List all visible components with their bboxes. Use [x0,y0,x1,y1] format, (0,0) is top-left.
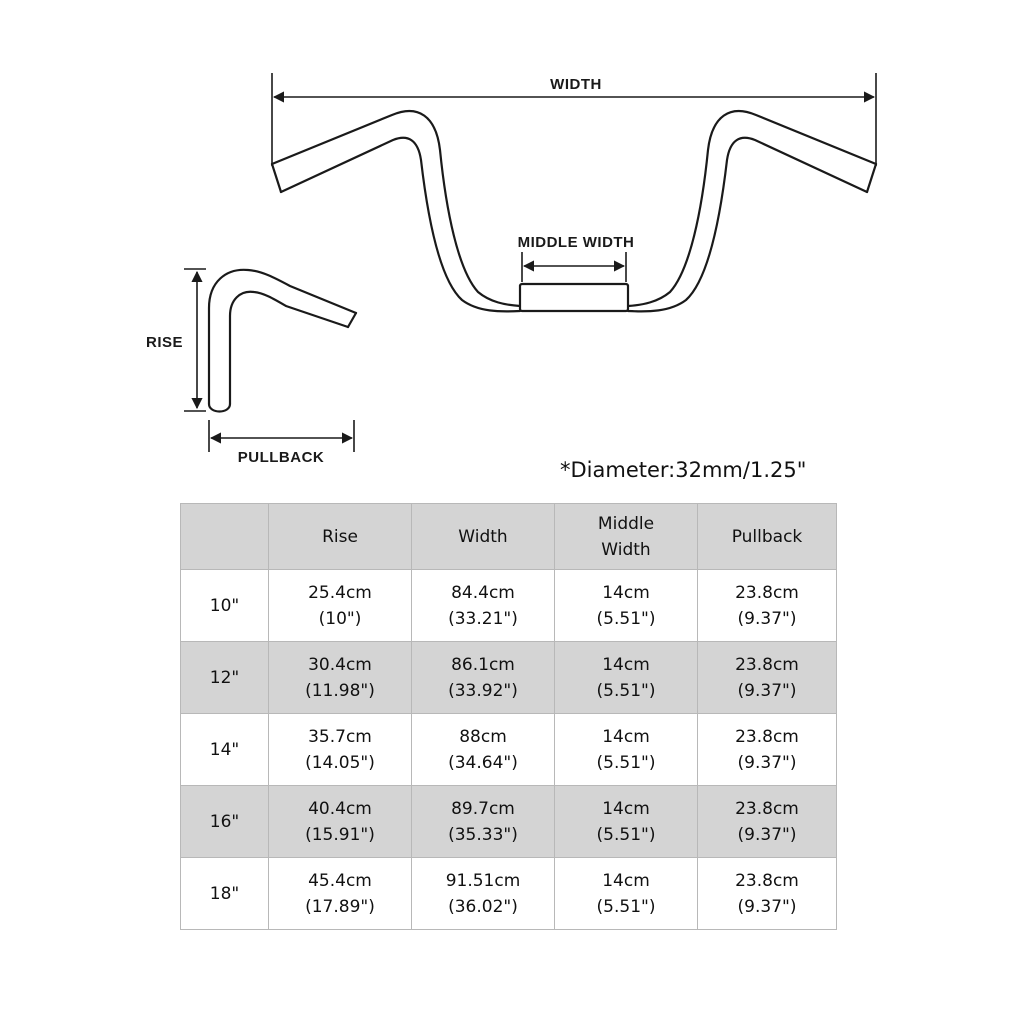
handlebar-side-inner-outline [230,292,348,404]
width-cell: 84.4cm (33.21") [412,570,555,642]
header-middle-width: Middle Width [555,504,698,570]
handlebar-front-outer-outline [272,111,520,306]
pullback-cell: 23.8cm (9.37") [698,714,837,786]
table-row [181,642,837,714]
middle-width-cell: 14cm (5.51") [555,570,698,642]
width-label: WIDTH [550,76,602,93]
rise-cell: 45.4cm (17.89") [269,858,412,930]
middle-width-cell: 14cm (5.51") [555,786,698,858]
table-row [181,858,837,930]
middle-width-cell: 14cm (5.51") [555,858,698,930]
header-width: Width [412,504,555,570]
handlebar-front-view [272,111,876,311]
table-row [181,786,837,858]
table-header-row [181,504,837,570]
size-cell: 16" [181,786,269,858]
rise-dimension [184,269,206,411]
header-pullback: Pullback [698,504,837,570]
size-spec-table [180,503,837,930]
table-row [181,714,837,786]
size-cell: 10" [181,570,269,642]
rise-cell: 30.4cm (11.98") [269,642,412,714]
middle-width-cell: 14cm (5.51") [555,714,698,786]
handlebar-front-inner-outline-right [628,138,867,312]
middle-width-dimension [522,252,626,282]
rise-cell: 35.7cm (14.05") [269,714,412,786]
pullback-cell: 23.8cm (9.37") [698,786,837,858]
pullback-dimension [209,420,354,452]
handlebar-front-outer-outline-right [628,111,876,306]
handlebar-side-view [209,270,356,412]
pullback-label: PULLBACK [237,449,325,466]
header-rise: Rise [269,504,412,570]
pullback-cell: 23.8cm (9.37") [698,570,837,642]
size-cell: 14" [181,714,269,786]
middle-sleeve [520,284,628,311]
size-cell: 12" [181,642,269,714]
size-cell: 18" [181,858,269,930]
pullback-cell: 23.8cm (9.37") [698,642,837,714]
diameter-note: *Diameter:32mm/1.25" [560,458,807,482]
table-row [181,570,837,642]
handlebar-front-inner-outline [281,138,520,312]
width-cell: 88cm (34.64") [412,714,555,786]
middle-width-cell: 14cm (5.51") [555,642,698,714]
width-cell: 91.51cm (36.02") [412,858,555,930]
middle-width-label: MIDDLE WIDTH [517,234,635,251]
handlebar-dimension-diagram [0,0,1024,470]
pullback-cell: 23.8cm (9.37") [698,858,837,930]
header-size [181,504,269,570]
rise-cell: 25.4cm (10") [269,570,412,642]
rise-label: RISE [146,334,184,351]
rise-cell: 40.4cm (15.91") [269,786,412,858]
width-cell: 86.1cm (33.92") [412,642,555,714]
width-cell: 89.7cm (35.33") [412,786,555,858]
